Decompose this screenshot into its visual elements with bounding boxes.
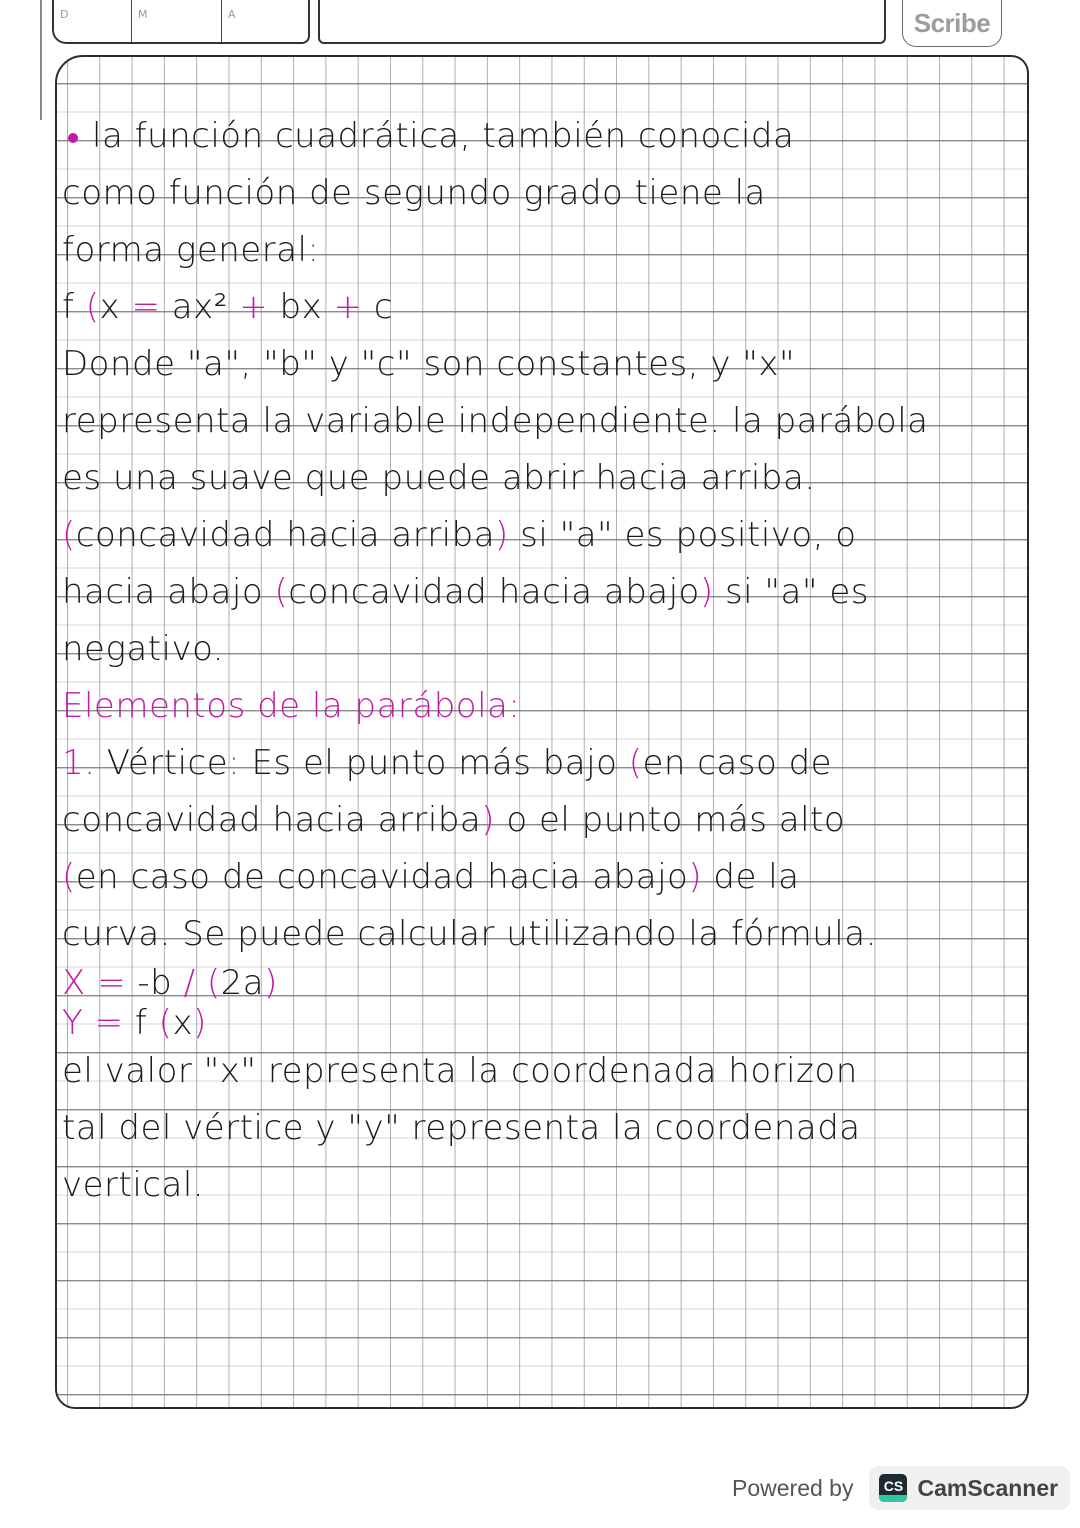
note-text-segment: c bbox=[362, 287, 394, 327]
note-text-segment: Vértice bbox=[95, 743, 229, 783]
note-text-segment: x bbox=[99, 287, 132, 327]
note-text-segment: ax² bbox=[160, 287, 240, 327]
note-text-segment: Y = bbox=[62, 1003, 124, 1043]
date-field-box bbox=[52, 0, 310, 44]
note-text-segment: representa la variable independiente. la parábola bbox=[62, 401, 929, 441]
camscanner-app-name: CamScanner bbox=[917, 1474, 1059, 1501]
handwritten-notes bbox=[62, 108, 1037, 1214]
note-text-segment: negativo. bbox=[62, 629, 225, 669]
note-line bbox=[62, 564, 1037, 621]
note-text-segment: el valor "x" representa la coordenada horizon bbox=[62, 1051, 858, 1091]
note-text-segment: ) bbox=[193, 1003, 207, 1043]
note-line bbox=[62, 336, 1037, 393]
note-line bbox=[62, 1003, 1037, 1043]
note-text-segment: como función de segundo grado tiene la bbox=[62, 173, 766, 213]
note-text-segment: x bbox=[172, 1003, 194, 1043]
note-text-segment: = bbox=[131, 287, 161, 327]
note-text-segment: si "a" es positivo, o bbox=[508, 515, 857, 555]
note-line bbox=[62, 165, 1037, 222]
note-text-segment: forma general bbox=[62, 230, 308, 270]
powered-by-label: Powered by bbox=[732, 1474, 854, 1501]
note-text-segment: ( bbox=[62, 857, 76, 897]
camscanner-logo-icon: CS bbox=[879, 1474, 907, 1502]
note-line bbox=[62, 849, 1037, 906]
note-text-segment: bx bbox=[268, 287, 334, 327]
note-text-segment: -b bbox=[126, 963, 173, 1003]
note-text-segment: : bbox=[307, 230, 320, 270]
note-text-segment: hacia abajo bbox=[62, 572, 275, 612]
note-line bbox=[62, 963, 1037, 1003]
note-text-segment: tal del vértice y "y" representa la coordenada bbox=[62, 1108, 861, 1148]
note-text-segment: en caso de concavidad hacia abajo bbox=[75, 857, 689, 897]
page-margin-line bbox=[40, 0, 42, 120]
note-text-segment: vertical. bbox=[62, 1165, 205, 1205]
note-text-segment: ( bbox=[628, 743, 643, 783]
notebook-brand-tab bbox=[902, 0, 1002, 47]
note-text-segment: ) bbox=[688, 857, 703, 897]
note-text-segment: concavidad hacia arriba bbox=[75, 515, 496, 555]
note-line bbox=[62, 279, 1037, 336]
bullet-dot-icon bbox=[68, 133, 78, 143]
camscanner-watermark bbox=[732, 1466, 1070, 1510]
note-line bbox=[62, 1043, 1037, 1100]
note-line bbox=[62, 450, 1037, 507]
note-text-segment: + bbox=[239, 287, 269, 327]
note-text-segment: ( bbox=[62, 515, 76, 555]
date-year-cell: A bbox=[228, 8, 236, 21]
note-text-segment: f bbox=[123, 1003, 159, 1043]
note-text-segment: Es el punto más bajo bbox=[240, 743, 629, 783]
note-text-segment: ) bbox=[264, 963, 278, 1003]
note-text-segment: Donde "a", "b" y "c" son constantes, y "x" bbox=[62, 344, 796, 384]
camscanner-badge bbox=[869, 1466, 1070, 1510]
note-line bbox=[62, 621, 1037, 678]
note-line bbox=[62, 108, 1037, 165]
note-text-segment: si "a" es bbox=[713, 572, 869, 612]
note-text-segment: la función cuadrática, también conocida bbox=[92, 116, 795, 156]
note-text-segment: ) bbox=[495, 515, 509, 555]
note-text-segment: f bbox=[62, 287, 86, 327]
note-text-segment: curva. Se puede calcular utilizando la fórmula. bbox=[62, 914, 877, 954]
note-text-segment: en caso de bbox=[642, 743, 833, 783]
note-line bbox=[62, 906, 1037, 963]
date-month-cell: M bbox=[132, 0, 222, 42]
brand-label: Scribe bbox=[913, 7, 991, 38]
note-text-segment: Elementos de la parábola: bbox=[62, 686, 521, 726]
note-line bbox=[62, 792, 1037, 849]
note-text-segment: o el punto más alto bbox=[495, 800, 846, 840]
note-text-segment: ( bbox=[85, 287, 100, 327]
note-text-segment: ( bbox=[158, 1003, 173, 1043]
date-day-cell: D bbox=[54, 0, 132, 42]
note-text-segment: concavidad hacia abajo bbox=[288, 572, 700, 612]
note-line bbox=[62, 678, 1037, 735]
note-line bbox=[62, 393, 1037, 450]
note-line bbox=[62, 507, 1037, 564]
note-text-segment: X = bbox=[62, 963, 127, 1003]
note-line bbox=[62, 1157, 1037, 1214]
note-text-segment: es una suave que puede abrir hacia arriba. bbox=[62, 458, 816, 498]
note-line bbox=[62, 735, 1037, 792]
note-text-segment: de la bbox=[702, 857, 800, 897]
note-text-segment: ) bbox=[699, 572, 714, 612]
note-text-segment: 2a bbox=[220, 963, 265, 1003]
note-text-segment: concavidad hacia arriba bbox=[62, 800, 482, 840]
title-field-box bbox=[318, 0, 886, 44]
note-text-segment: : bbox=[228, 743, 241, 783]
note-text-segment: 1. bbox=[62, 743, 96, 783]
note-text-segment: ( bbox=[274, 572, 289, 612]
note-text-segment: ) bbox=[481, 800, 496, 840]
note-text-segment: / ( bbox=[172, 963, 221, 1003]
note-line bbox=[62, 1100, 1037, 1157]
note-line bbox=[62, 222, 1037, 279]
note-text-segment: + bbox=[333, 287, 363, 327]
